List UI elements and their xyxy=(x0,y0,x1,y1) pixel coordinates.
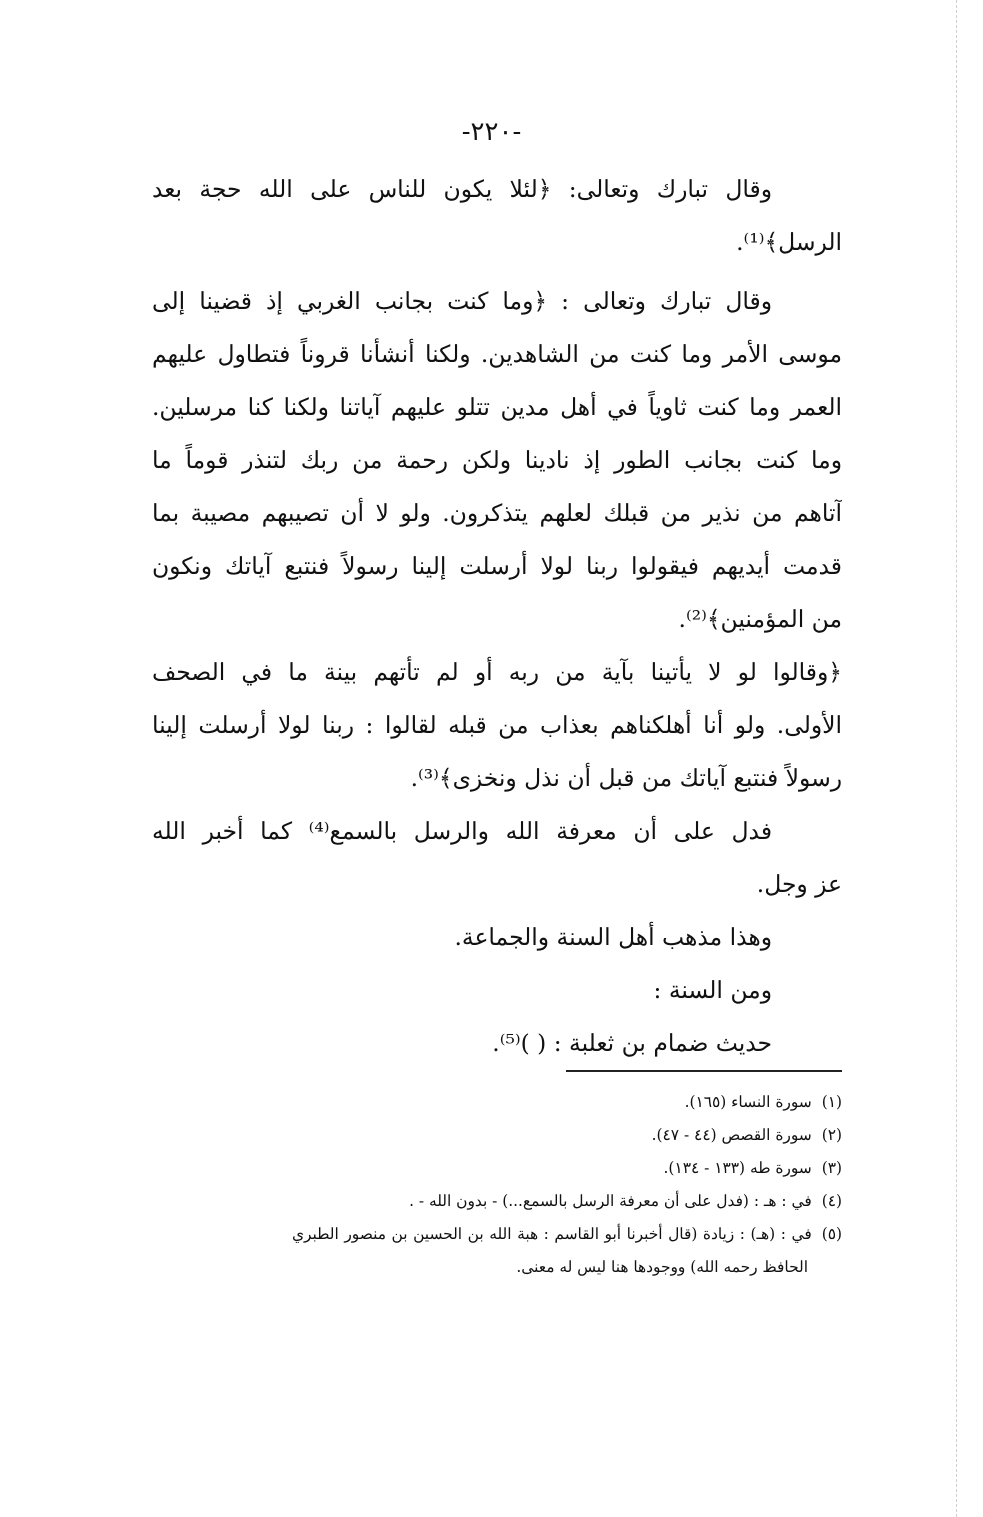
scan-edge-line xyxy=(955,0,957,1517)
footnote-text: سورة طه (١٣٣ - ١٣٤). xyxy=(663,1159,812,1177)
footnotes xyxy=(292,1086,842,1284)
text-line: فدل على أن معرفة الله والرسل بالسمع⁽⁴⁾ كما أخبر الله xyxy=(152,817,772,845)
footnote-5 xyxy=(292,1218,842,1251)
text-line: الرسل﴾⁽¹⁾. xyxy=(736,228,842,256)
footnote-number: (٣) xyxy=(821,1159,842,1177)
footnote-number: (٤) xyxy=(821,1192,842,1210)
main-text xyxy=(152,163,842,1070)
footnote-text: سورة القصص (٤٤ - ٤٧). xyxy=(651,1126,812,1144)
footnote-text: سورة النساء (١٦٥). xyxy=(684,1093,812,1111)
footnote-text: في : (هـ) : زيادة (قال أخبرنا أبو القاسم : هبة الله بن الحسين بن منصور الطبري xyxy=(292,1225,812,1243)
text-line: ﴿وقالوا لو لا يأتينا بآية من ربه أو لم تأتهم بينة ما في الصحف xyxy=(152,658,842,686)
page-number: -٢٢٠- xyxy=(461,117,522,147)
text-line: وقال تبارك وتعالى : ﴿وما كنت بجانب الغربي إذ قضينا إلى xyxy=(152,287,772,315)
text-line: عز وجل. xyxy=(756,870,842,898)
text-line: آتاهم من نذير من قبلك لعلهم يتذكرون. ولو لا أن تصيبهم مصيبة بما xyxy=(152,499,842,527)
text-line: من المؤمنين﴾⁽²⁾. xyxy=(678,605,842,633)
text-line: حديث ضمام بن ثعلبة : ( )⁽⁵⁾. xyxy=(492,1029,772,1057)
footnote-3 xyxy=(292,1152,842,1185)
text-line: الأولى. ولو أنا أهلكناهم بعذاب من قبله لقالوا : ربنا لولا أرسلت إلينا xyxy=(152,711,842,739)
footnote-text: الحافظ رحمه الله) ووجودها هنا ليس له معنى. xyxy=(516,1258,808,1276)
footnote-text: في : هـ : (فدل على أن معرفة الرسل بالسمع...) - بدون الله - . xyxy=(409,1192,812,1210)
text-line: ومن السنة : xyxy=(653,976,772,1004)
footnote-4 xyxy=(292,1185,842,1218)
footnote-number: (٥) xyxy=(821,1225,842,1243)
text-line: قدمت أيديهم فيقولوا ربنا لولا أرسلت إلينا رسولاً فنتبع آياتك ونكون xyxy=(152,552,842,580)
footnote-5-continuation xyxy=(292,1251,842,1284)
text-line: العمر وما كنت ثاوياً في أهل مدين تتلو عليهم آياتنا ولكنا كنا مرسلين. xyxy=(152,393,842,421)
footnote-number: (٢) xyxy=(821,1126,842,1144)
text-line: وقال تبارك وتعالى: ﴿لئلا يكون للناس على الله حجة بعد xyxy=(152,175,772,203)
footnote-1 xyxy=(292,1086,842,1119)
text-line: رسولاً فنتبع آياتك من قبل أن نذل ونخزى﴾⁽³⁾. xyxy=(410,764,842,792)
text-line: وهذا مذهب أهل السنة والجماعة. xyxy=(454,923,772,951)
text-line: وما كنت بجانب الطور إذ نادينا ولكن رحمة من ربك لتنذر قوماً ما xyxy=(152,446,842,474)
text-line: موسى الأمر وما كنت من الشاهدين. ولكنا أنشأنا قروناً فتطاول عليهم xyxy=(152,340,842,368)
footnote-number: (١) xyxy=(821,1093,842,1111)
footnote-separator xyxy=(566,1070,842,1072)
footnote-2 xyxy=(292,1119,842,1152)
